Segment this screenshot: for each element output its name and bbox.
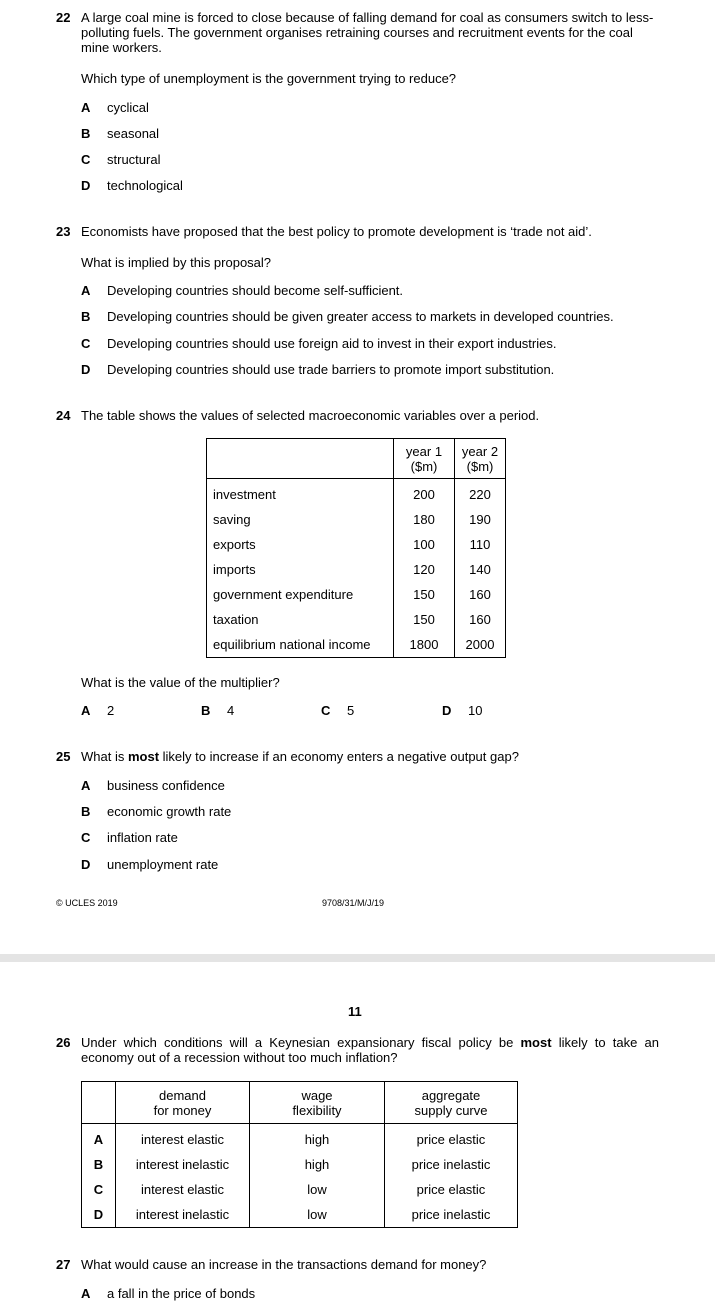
stem-text: likely to take an economy out of a recession without too much inflation?: [81, 1035, 660, 1065]
row-label: equilibrium national income: [207, 632, 394, 658]
question-25-option-b[interactable]: economic growth rate: [107, 804, 232, 819]
question-25-option-letter-a[interactable]: A: [81, 778, 91, 793]
header-line: flexibility: [292, 1103, 342, 1118]
header-line: wage: [301, 1088, 333, 1103]
question-27-number: 27: [56, 1257, 71, 1272]
row-year-2: 110: [469, 537, 491, 552]
row-wage-flexibility: high: [250, 1124, 385, 1153]
question-22-option-letter-c[interactable]: C: [81, 152, 91, 167]
question-24-option-letter-a[interactable]: A: [81, 703, 91, 718]
table-row: [207, 507, 506, 532]
question-23-stem: Economists have proposed that the best policy to promote development is ‘trade not aid’.: [81, 224, 592, 239]
conditions-table: [81, 1081, 518, 1228]
question-25-option-a[interactable]: business confidence: [107, 778, 225, 793]
question-22-option-letter-a[interactable]: A: [81, 100, 91, 115]
header-aggregate-supply-curve: [385, 1082, 518, 1124]
table-header-row: [207, 439, 506, 479]
row-wage-flexibility: high: [250, 1152, 385, 1177]
stem-text: likely to increase if an economy enters a negative output gap?: [159, 749, 519, 764]
row-year-1: 100: [394, 532, 455, 557]
question-25-option-letter-d[interactable]: D: [81, 857, 91, 872]
question-22-option-c[interactable]: structural: [107, 152, 161, 167]
row-year-2: 2000: [465, 637, 495, 652]
year-1-label: year 1: [405, 444, 443, 459]
question-27-option-letter-a[interactable]: A: [81, 1286, 91, 1301]
year-2-unit: ($m): [466, 459, 494, 474]
question-27-stem: What would cause an increase in the transactions demand for money?: [81, 1257, 487, 1272]
question-22-option-letter-d[interactable]: D: [81, 178, 91, 193]
row-aggregate-supply: price elastic: [385, 1177, 518, 1202]
row-letter[interactable]: B: [82, 1152, 116, 1177]
question-22-option-b[interactable]: seasonal: [107, 126, 160, 141]
question-25-option-letter-b[interactable]: B: [81, 804, 91, 819]
header-line: supply curve: [414, 1103, 488, 1118]
question-22-option-d[interactable]: technological: [107, 178, 183, 193]
page-number: 11: [348, 1004, 362, 1019]
footer-paper-code: 9708/31/M/J/19: [322, 898, 385, 908]
row-demand-for-money: interest inelastic: [116, 1202, 250, 1228]
table-row[interactable]: [82, 1152, 518, 1177]
table-header-year-2: [455, 439, 506, 479]
header-demand-for-money: [116, 1082, 250, 1124]
row-year-2: 140: [469, 562, 491, 577]
row-year-2: 220: [469, 487, 491, 502]
header-line: for money: [153, 1103, 212, 1118]
stem-text: What is: [81, 749, 128, 764]
row-wage-flexibility: low: [250, 1177, 385, 1202]
row-aggregate-supply: price inelastic: [385, 1202, 518, 1228]
question-25-option-d[interactable]: unemployment rate: [107, 857, 219, 872]
row-label: exports: [207, 532, 394, 557]
macro-variables-table: [206, 438, 506, 658]
footer-copyright: © UCLES 2019: [56, 898, 118, 908]
question-22-number: 22: [56, 10, 71, 25]
page-separator: [0, 954, 715, 962]
question-22-prompt: Which type of unemployment is the government trying to reduce?: [81, 71, 457, 86]
question-23-option-b[interactable]: Developing countries should be given greater access to markets in developed countries.: [107, 309, 614, 324]
question-24-option-letter-b[interactable]: B: [201, 703, 211, 718]
table-row: [207, 479, 506, 508]
row-aggregate-supply: price inelastic: [385, 1152, 518, 1177]
question-24-number: 24: [56, 408, 71, 423]
question-23-option-d[interactable]: Developing countries should use trade barriers to promote import substitution.: [107, 362, 555, 377]
question-25-stem: [81, 749, 519, 764]
question-23-option-a[interactable]: Developing countries should become self-sufficient.: [107, 283, 404, 298]
table-row[interactable]: [82, 1177, 518, 1202]
year-1-unit: ($m): [410, 459, 438, 474]
question-23-option-letter-d[interactable]: D: [81, 362, 91, 377]
stem-emphasis: most: [520, 1035, 552, 1050]
row-demand-for-money: interest elastic: [116, 1177, 250, 1202]
question-22-option-letter-b[interactable]: B: [81, 126, 91, 141]
row-year-2: 160: [469, 612, 491, 627]
question-25-option-c[interactable]: inflation rate: [107, 830, 178, 845]
question-23-option-c[interactable]: Developing countries should use foreign aid to invest in their export industries.: [107, 336, 557, 351]
table-row: [207, 582, 506, 607]
row-letter[interactable]: C: [82, 1177, 116, 1202]
table-row: [207, 632, 506, 658]
question-23-option-letter-c[interactable]: C: [81, 336, 91, 351]
row-aggregate-supply: price elastic: [385, 1124, 518, 1153]
question-26-number: 26: [56, 1035, 71, 1050]
row-year-1: 150: [394, 582, 455, 607]
header-line: aggregate: [421, 1088, 481, 1103]
question-27-option-a[interactable]: a fall in the price of bonds: [107, 1286, 256, 1301]
row-year-2: 190: [469, 512, 491, 527]
question-25-option-letter-c[interactable]: C: [81, 830, 91, 845]
row-letter[interactable]: A: [82, 1124, 116, 1153]
table-header-blank: [82, 1082, 116, 1124]
header-wage-flexibility: [250, 1082, 385, 1124]
year-2-label: year 2: [461, 444, 499, 459]
row-wage-flexibility: low: [250, 1202, 385, 1228]
question-24-stem: The table shows the values of selected macroeconomic variables over a period.: [81, 408, 540, 423]
row-year-1: 120: [394, 557, 455, 582]
row-year-1: 200: [394, 479, 455, 508]
question-24-option-letter-c[interactable]: C: [321, 703, 331, 718]
table-header-blank: [207, 439, 394, 479]
row-letter[interactable]: D: [82, 1202, 116, 1228]
row-label: government expenditure: [207, 582, 394, 607]
question-24-option-b[interactable]: 4: [227, 703, 235, 718]
header-line: demand: [159, 1088, 206, 1103]
question-24-option-letter-d[interactable]: D: [442, 703, 452, 718]
question-23-option-letter-a[interactable]: A: [81, 283, 91, 298]
row-label: imports: [207, 557, 394, 582]
question-24-prompt: What is the value of the multiplier?: [81, 675, 280, 690]
question-23-option-letter-b[interactable]: B: [81, 309, 91, 324]
stem-emphasis: most: [127, 749, 160, 764]
table-row: [207, 532, 506, 557]
row-year-1: 150: [394, 607, 455, 632]
table-row[interactable]: [82, 1202, 518, 1228]
row-label: taxation: [207, 607, 394, 632]
table-row: [207, 607, 506, 632]
question-26-stem: [81, 1035, 659, 1065]
question-25-number: 25: [56, 749, 71, 764]
question-24-option-c[interactable]: 5: [347, 703, 355, 718]
table-header-row: [82, 1082, 518, 1124]
question-23-prompt: What is implied by this proposal?: [81, 255, 272, 270]
table-row[interactable]: [82, 1124, 518, 1153]
row-year-2: 160: [469, 587, 491, 602]
row-demand-for-money: interest elastic: [116, 1124, 250, 1153]
question-22-option-a[interactable]: cyclical: [107, 100, 149, 115]
table-row: [207, 557, 506, 582]
question-23-number: 23: [56, 224, 71, 239]
question-24-option-d[interactable]: 10: [468, 703, 483, 718]
row-demand-for-money: interest inelastic: [116, 1152, 250, 1177]
row-year-1: 180: [394, 507, 455, 532]
stem-text: Under which conditions will a Keynesian expansionary fiscal policy be: [81, 1035, 521, 1050]
question-22-stem: A large coal mine is forced to close because of falling demand for coal as consumers switch to less-polluting fuels. The government organises retraining courses and recruitment events for the coal mine workers.: [81, 10, 654, 55]
row-label: investment: [207, 479, 394, 508]
table-header-year-1: [394, 439, 455, 479]
row-label: saving: [207, 507, 394, 532]
row-year-1: 1800: [394, 632, 455, 658]
question-24-option-a[interactable]: 2: [107, 703, 115, 718]
